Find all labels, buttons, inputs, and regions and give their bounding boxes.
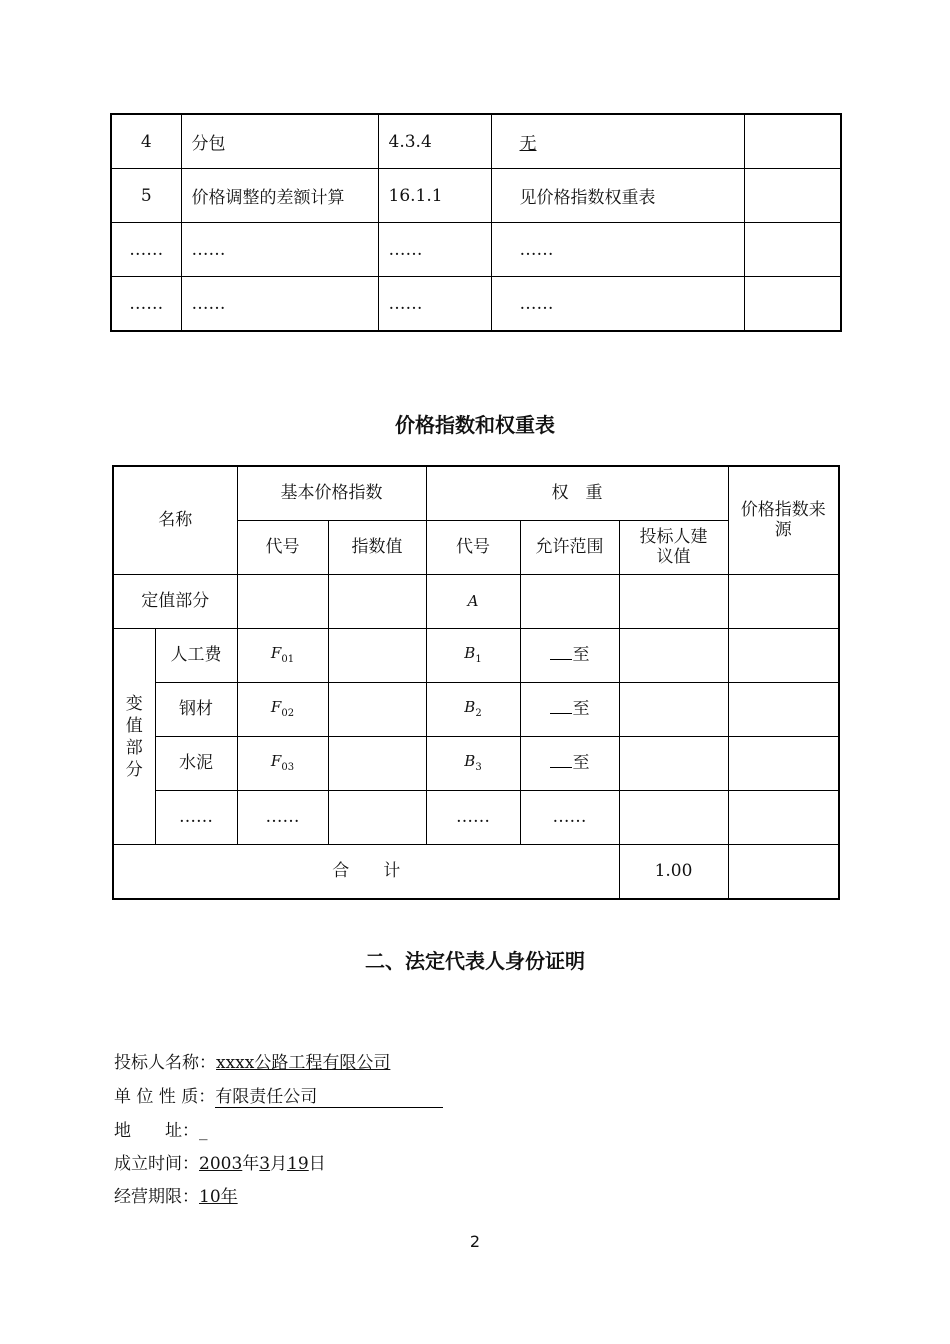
table-row [113,791,839,845]
code-letter: B [464,698,476,717]
cell [328,737,426,791]
address-value: _ [199,1121,208,1141]
cell [619,629,728,683]
header-index-value: 指数值 [328,521,426,575]
header-weight: 权 重 [426,466,728,521]
date-unit: 年 [242,1154,260,1174]
cell [328,629,426,683]
variable-code [237,683,328,737]
ellipsis: …… [426,791,520,845]
variable-label-char: 分 [125,759,143,780]
header-weight-code: 代号 [426,521,520,575]
row-number: 5 [111,169,181,223]
cell [619,683,728,737]
company-type-field [215,1082,443,1108]
header-row [113,466,839,521]
field-label: 地 址： [114,1121,199,1141]
row-content [491,114,744,169]
price-index-table [112,465,840,900]
cell [728,737,839,791]
range-suffix: 至 [572,753,590,774]
row-clause: …… [378,277,491,332]
cell [619,737,728,791]
cell [728,575,839,629]
cell [328,683,426,737]
variable-label-char: 值 [125,715,143,736]
founding-month: 3 [259,1154,271,1174]
range-suffix: 至 [572,645,590,666]
table-row [111,277,841,332]
variable-code [237,737,328,791]
code-sub: 2 [475,708,482,720]
variable-range [520,683,619,737]
table-row [111,114,841,169]
row-number: …… [111,277,181,332]
page-number: 2 [469,1232,481,1251]
variable-weight-code [426,629,520,683]
bidder-name-line [114,1048,390,1073]
business-term-line [114,1182,238,1207]
range-suffix: 至 [572,699,590,720]
total-row [113,845,839,900]
table-row [113,575,839,629]
cell [728,845,839,900]
index-table-title: 价格指数和权重表 [395,413,555,437]
row-item: …… [181,223,378,277]
header-allowed-range: 允许范围 [520,521,619,575]
section2-title: 二、法定代表人身份证明 [365,949,585,973]
variable-name: 人工费 [155,629,237,683]
table-row [113,683,839,737]
row-number: …… [111,223,181,277]
code-letter: F [270,752,282,771]
clause-table [110,113,842,332]
variable-range [520,629,619,683]
founding-date-line [114,1149,326,1174]
variable-part-label [113,629,155,845]
bidder-name-value: xxxx公路工程有限公司 [216,1053,391,1073]
header-base-index: 基本价格指数 [237,466,426,521]
variable-weight-code [426,683,520,737]
cell [728,791,839,845]
row-item: …… [181,277,378,332]
cell [728,629,839,683]
field-label: 投标人名称： [114,1053,216,1073]
total-label: 合 计 [113,845,619,900]
header-code: 代号 [237,521,328,575]
cell [328,791,426,845]
row-clause: …… [378,223,491,277]
row-clause: 4.3.4 [378,114,491,169]
variable-name: 水泥 [155,737,237,791]
variable-weight-code [426,737,520,791]
header-name: 名称 [113,466,237,575]
founding-year: 2003 [199,1154,243,1174]
fixed-part-label: 定值部分 [113,575,237,629]
code-sub: 03 [281,762,295,774]
header-bidder-suggested: 投标人建议值 [619,521,728,575]
code-sub: 02 [281,708,295,720]
variable-label-char: 部 [125,737,143,758]
cell [619,575,728,629]
ellipsis: …… [520,791,619,845]
row-content: 见价格指数权重表 [491,169,744,223]
variable-code [237,629,328,683]
cell [619,791,728,845]
code-sub: 3 [475,762,482,774]
cell [237,575,328,629]
code-letter: B [464,644,476,663]
cell [728,683,839,737]
row-item: 价格调整的差额计算 [181,169,378,223]
ellipsis: …… [155,791,237,845]
field-label: 经营期限： [114,1187,199,1207]
code-letter: B [464,752,476,771]
company-type-line [114,1082,443,1108]
founding-day: 19 [287,1154,309,1174]
table-row [113,737,839,791]
row-item: 分包 [181,114,378,169]
header-source: 价格指数来源 [728,466,839,575]
field-label: 成立时间： [114,1154,199,1174]
row-note [744,169,841,223]
row-content: …… [491,277,744,332]
cell [520,575,619,629]
business-term-value: 10年 [199,1187,238,1207]
row-note [744,223,841,277]
fixed-weight-code: A [426,575,520,629]
table-row [113,629,839,683]
code-sub: 01 [281,654,295,666]
row-clause: 16.1.1 [378,169,491,223]
code-sub: 1 [475,654,482,666]
total-value: 1.00 [619,845,728,900]
row-content: …… [491,223,744,277]
row-number: 4 [111,114,181,169]
code-letter: F [270,698,282,717]
variable-name: 钢材 [155,683,237,737]
variable-range [520,737,619,791]
date-unit: 月 [270,1154,288,1174]
field-label: 单 位 性 质： [114,1087,216,1107]
address-line [114,1116,208,1141]
row-note [744,277,841,332]
table-row [111,169,841,223]
row-content-text: 无 [519,134,537,154]
variable-label-char: 变 [125,693,143,714]
ellipsis: …… [237,791,328,845]
row-note [744,114,841,169]
code-letter: F [270,644,282,663]
cell [328,575,426,629]
date-unit: 日 [308,1154,326,1174]
table-row [111,223,841,277]
company-type-value: 有限责任公司 [215,1087,318,1107]
